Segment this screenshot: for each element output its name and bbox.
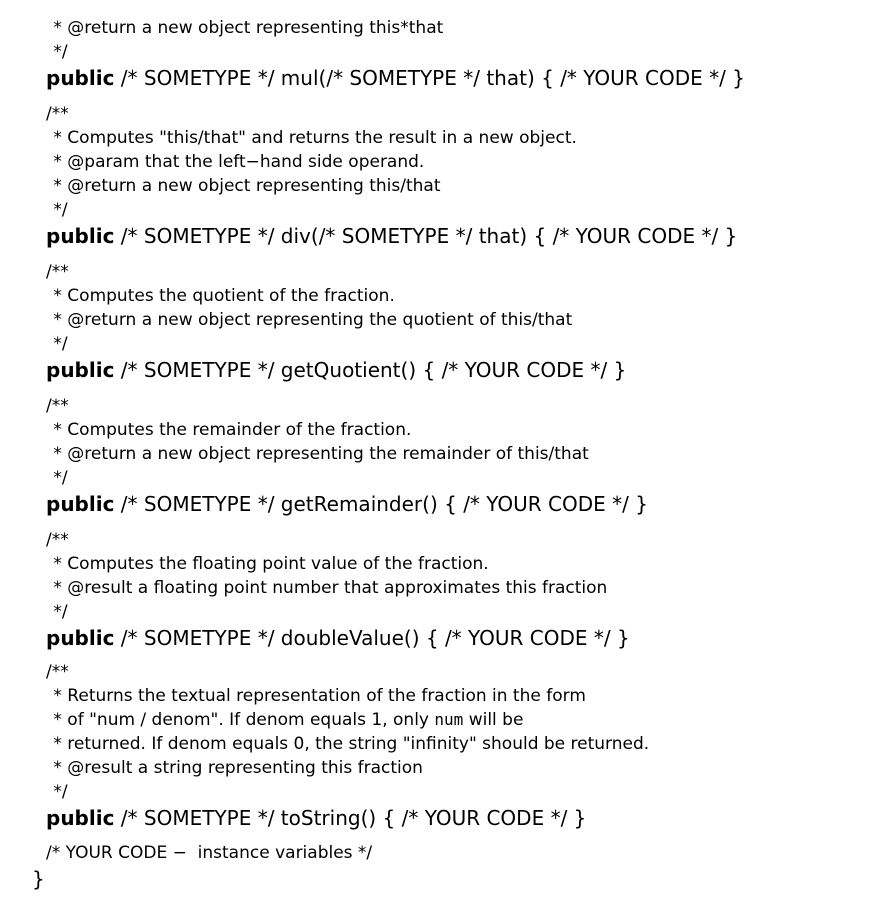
comment-line: * Returns the textual representation of the fraction in the form xyxy=(48,686,586,706)
method-signature-doublevalue xyxy=(46,628,630,648)
comment-open: /** xyxy=(46,396,69,416)
comment-close: */ xyxy=(48,782,68,802)
comment-line: * @return a new object representing the quotient of this/that xyxy=(48,310,573,330)
signature-text: /* SOMETYPE */ getQuotient() { /* YOUR CODE */ } xyxy=(120,358,627,382)
comment-line: * @return a new object representing this*that xyxy=(48,18,444,38)
comment-line: * Computes the quotient of the fraction. xyxy=(48,286,395,306)
keyword: public xyxy=(46,626,115,650)
comment-line: * Computes "this/that" and returns the result in a new object. xyxy=(48,128,577,148)
method-signature-getremainder xyxy=(46,494,648,514)
comment-line: * @return a new object representing this/that xyxy=(48,176,441,196)
comment-line: * Computes the remainder of the fraction. xyxy=(48,420,412,440)
comment-close: */ xyxy=(48,602,68,622)
keyword: public xyxy=(46,806,115,830)
code-token: num xyxy=(434,710,464,729)
comment-line: * @result a floating point number that approximates this fraction xyxy=(48,578,608,598)
signature-text: /* SOMETYPE */ mul(/* SOMETYPE */ that) { /* YOUR CODE */ } xyxy=(120,66,745,90)
signature-text: /* SOMETYPE */ doubleValue() { /* YOUR CODE */ } xyxy=(120,626,630,650)
method-signature-div xyxy=(46,226,737,246)
comment-line: * returned. If denom equals 0, the string "infinity" should be returned. xyxy=(48,734,650,754)
method-signature-tostring xyxy=(46,808,586,828)
comment-close: */ xyxy=(48,334,68,354)
keyword: public xyxy=(46,224,115,248)
signature-text: /* SOMETYPE */ div(/* SOMETYPE */ that) { /* YOUR CODE */ } xyxy=(120,224,738,248)
signature-text: /* SOMETYPE */ toString() { /* YOUR CODE */ } xyxy=(120,806,587,830)
comment-text: * of "num / denom". If denom equals 1, only xyxy=(48,710,435,730)
comment-open: /** xyxy=(46,530,69,550)
closing-brace: } xyxy=(32,867,45,891)
comment-open: /** xyxy=(46,662,69,682)
comment-line xyxy=(48,712,523,729)
instance-variables-comment: /* YOUR CODE − instance variables */ xyxy=(46,843,373,863)
comment-close: */ xyxy=(48,468,68,488)
signature-text: /* SOMETYPE */ getRemainder() { /* YOUR CODE */ } xyxy=(120,492,648,516)
comment-open: /** xyxy=(46,104,69,124)
comment-line: * @result a string representing this fraction xyxy=(48,758,423,778)
method-signature-getquotient xyxy=(46,360,626,380)
keyword: public xyxy=(46,492,115,516)
method-signature-mul xyxy=(46,68,745,88)
comment-text: will be xyxy=(463,710,524,730)
comment-line: * @return a new object representing the remainder of this/that xyxy=(48,444,589,464)
comment-line: * @param that the left−hand side operand. xyxy=(48,152,425,172)
keyword: public xyxy=(46,358,115,382)
comment-close: */ xyxy=(48,200,68,220)
keyword: public xyxy=(46,66,115,90)
comment-open: /** xyxy=(46,262,69,282)
comment-close: */ xyxy=(48,42,68,62)
comment-line: * Computes the floating point value of the fraction. xyxy=(48,554,489,574)
